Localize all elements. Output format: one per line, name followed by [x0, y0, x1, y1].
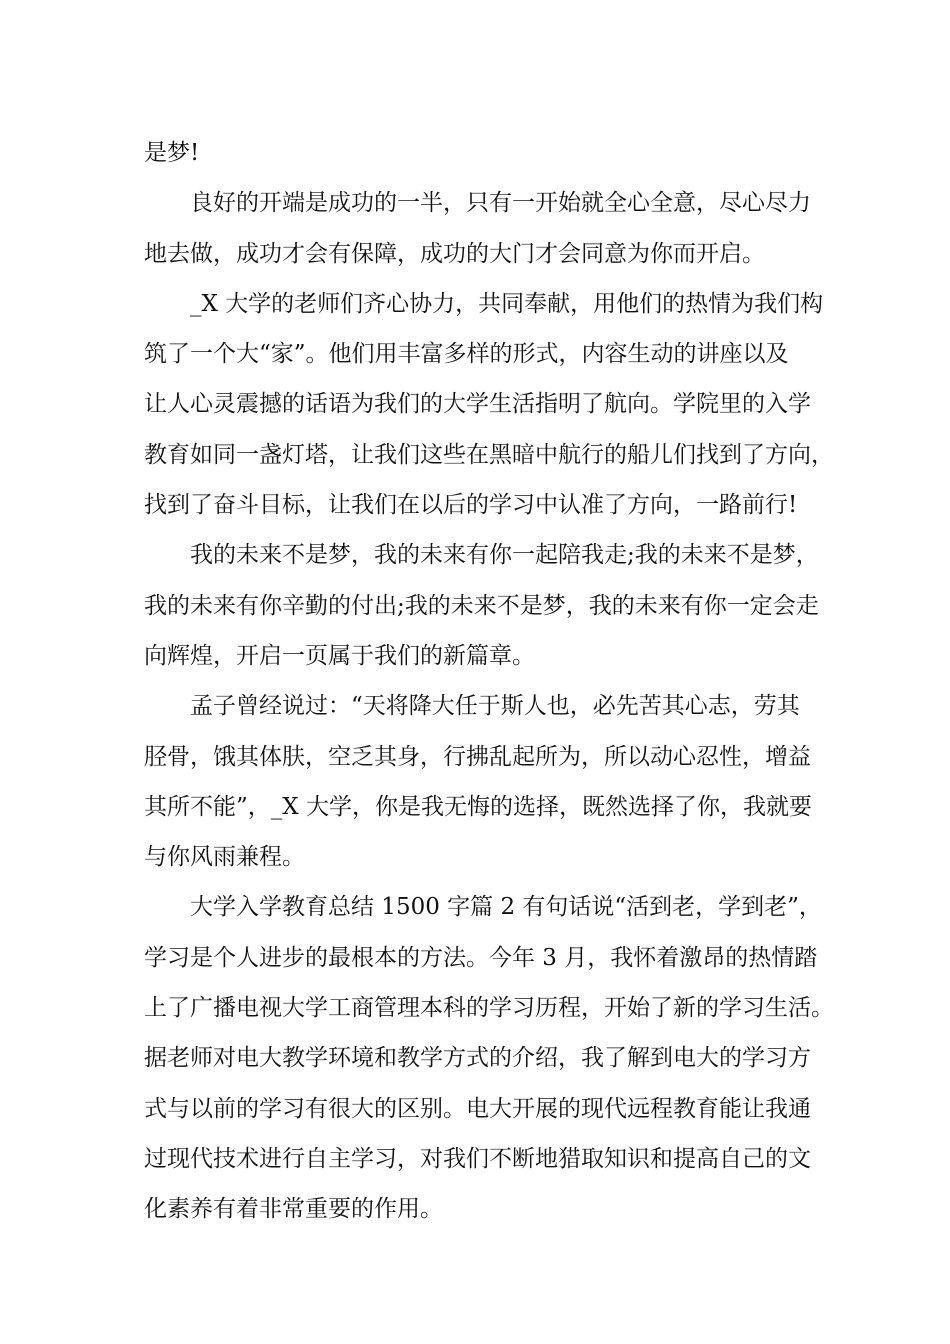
paragraph-6	[144, 882, 834, 1234]
paragraph-5	[144, 681, 824, 882]
text-line: 良好的开端是成功的一半，只有一开始就全心全意，尽心尽力	[190, 190, 811, 217]
text-line: 教育如同一盏灯塔，让我们这些在黑暗中航行的船儿们找到了方向，	[144, 441, 834, 468]
text-line: 据老师对电大教学环境和教学方式的介绍，我了解到电大的学习方	[144, 1045, 811, 1072]
text-line: 式与以前的学习有很大的区别。电大开展的现代远程教育能让我通	[144, 1095, 811, 1122]
text-line: 地去做，成功才会有保障，成功的大门才会同意为你而开启。	[144, 240, 765, 267]
text-line: 是梦!	[144, 140, 200, 166]
text-line: 胫骨，饿其体肤，空乏其身，行拂乱起所为，所以动心忍性，增益	[144, 743, 811, 770]
paragraph-3	[144, 279, 834, 530]
text-line: 与你风雨兼程。	[144, 844, 305, 871]
paragraph-4	[144, 530, 824, 681]
text-line: 找到了奋斗目标，让我们在以后的学习中认准了方向，一路前行!	[144, 492, 798, 519]
paragraph-1	[144, 128, 824, 178]
text-line: 我的未来有你辛勤的付出;我的未来不是梦，我的未来有你一定会走	[144, 592, 819, 619]
paragraph-2	[144, 178, 824, 279]
text-line: 上了广播电视大学工商管理本科的学习历程，开始了新的学习生活。	[144, 995, 834, 1022]
text-line: 筑了一个大“家”。他们用丰富多样的形式，内容生动的讲座以及	[144, 341, 789, 368]
text-line: 化素养有着非常重要的作用。	[144, 1196, 443, 1223]
text-line: _X 大学的老师们齐心协力，共同奉献，用他们的热情为我们构	[190, 290, 824, 317]
text-line: 孟子曾经说过：“天将降大任于斯人也，必先苦其心志，劳其	[190, 693, 800, 720]
text-line: 其所不能”，_X 大学，你是我无悔的选择，既然选择了你，我就要	[144, 793, 812, 820]
text-line: 我的未来不是梦，我的未来有你一起陪我走;我的未来不是梦，	[190, 542, 819, 569]
text-line: 大学入学教育总结 1500 字篇 2 有句话说“活到老，学到老”，	[190, 894, 822, 921]
document-body	[144, 128, 834, 1235]
text-line: 让人心灵震撼的话语为我们的大学生活指明了航向。学院里的入学	[144, 391, 811, 418]
text-line: 向辉煌，开启一页属于我们的新篇章。	[144, 642, 535, 669]
text-line: 过现代技术进行自主学习，对我们不断地猎取知识和提高自己的文	[144, 1145, 811, 1172]
text-line: 学习是个人进步的最根本的方法。今年 3 月，我怀着激昂的热情踏	[144, 944, 818, 971]
